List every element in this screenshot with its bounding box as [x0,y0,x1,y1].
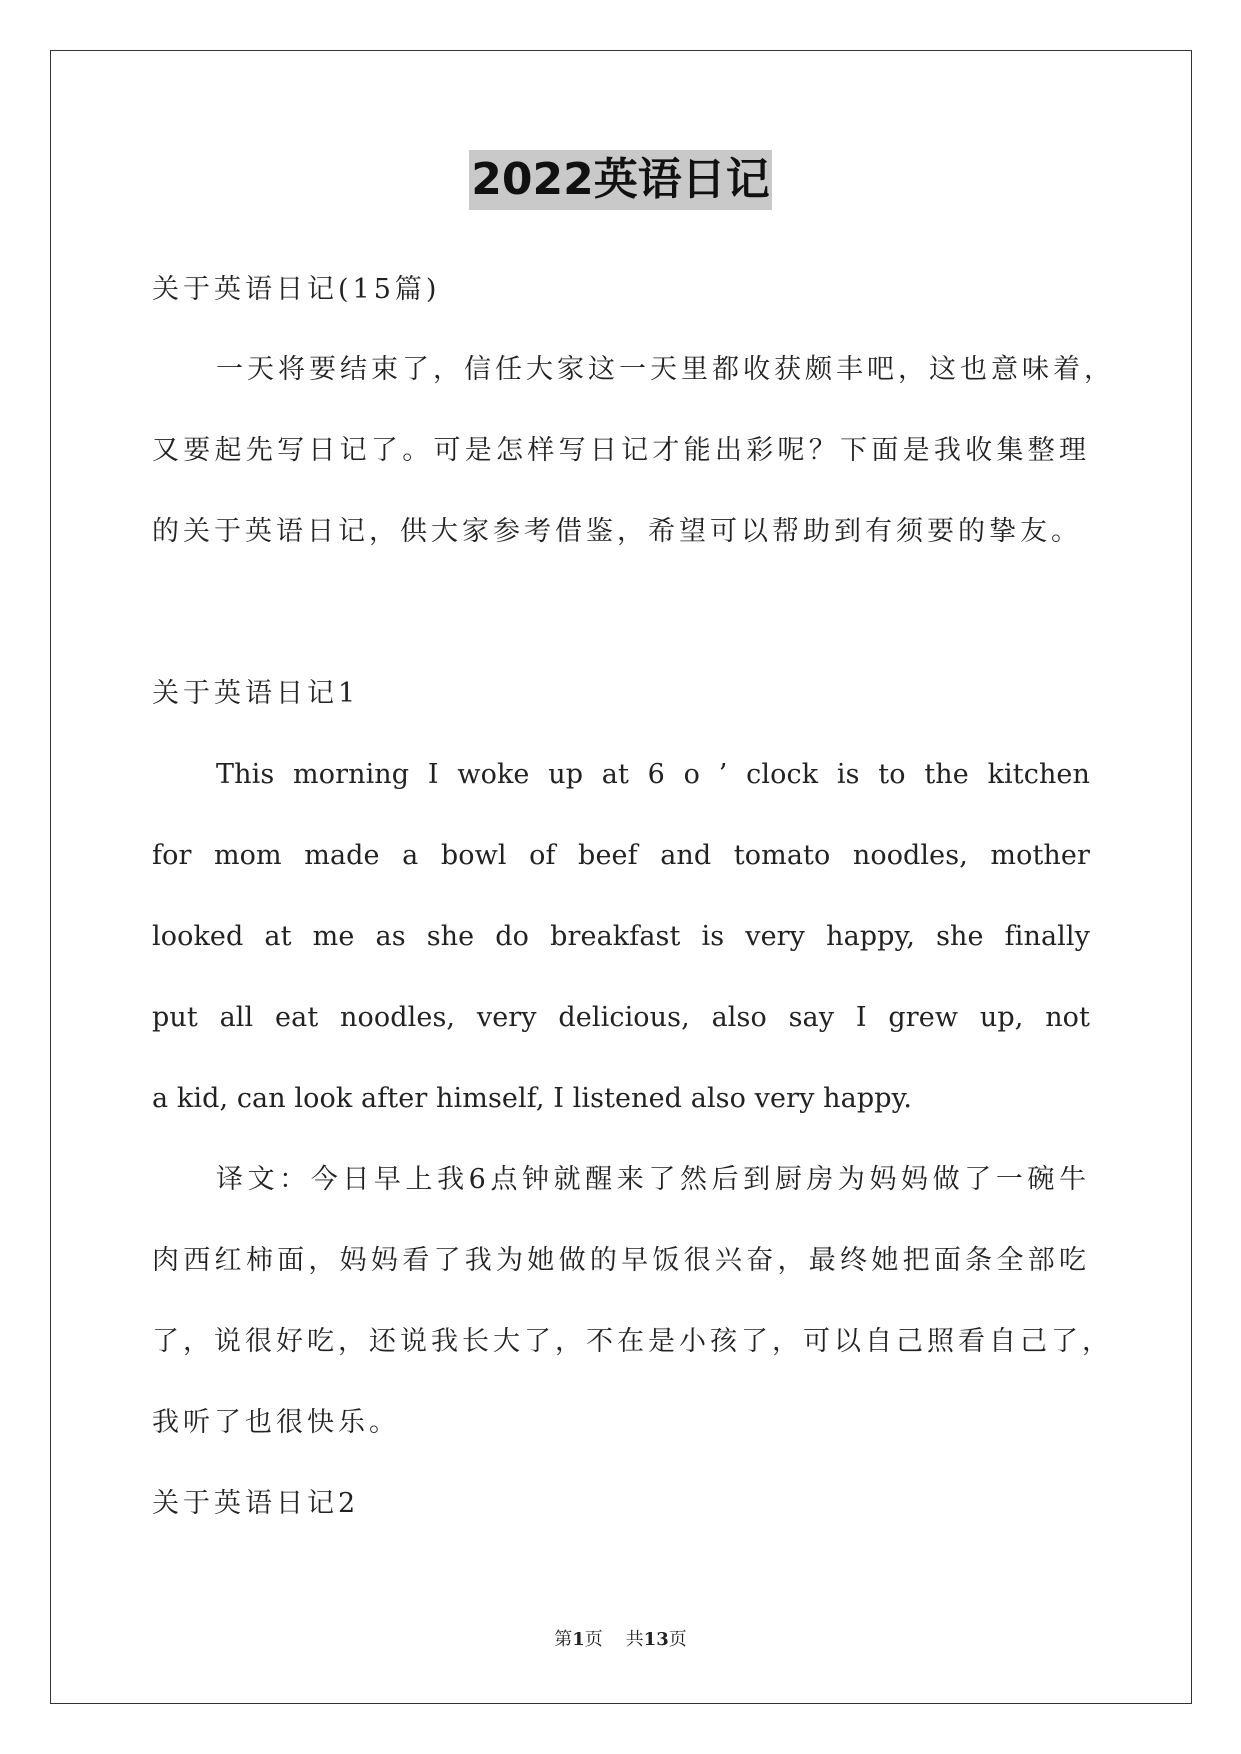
footer-prefix: 第 [554,1629,573,1650]
page-footer [0,1625,1241,1651]
english-line-1: This morning I woke up at 6 o ’ clock is to the kitchen [216,759,1090,790]
subtitle: 关于英语日记(15篇) [152,274,441,305]
footer-total-suffix: 页 [668,1629,687,1650]
english-line-4: put all eat noodles, very delicious, also say I grew up, not [152,1002,1090,1033]
english-line-2: for mom made a bowl of beef and tomato noodles, mother [152,840,1090,871]
footer-total-prefix: 共 [625,1629,644,1650]
english-line-3: looked at me as she do breakfast is very happy, she finally [152,921,1090,952]
title-container [0,150,1241,210]
intro-line-2: 又要起先写日记了。可是怎样写日记才能出彩呢？下面是我收集整理 [152,435,1090,466]
document-title: 2022英语日记 [469,150,771,210]
translation-line-4: 我听了也很快乐。 [152,1407,400,1438]
translation-line-1: 译文：今日早上我6点钟就醒来了然后到厨房为妈妈做了一碗牛 [216,1164,1090,1195]
translation-line-2: 肉西红柿面，妈妈看了我为她做的早饭很兴奋，最终她把面条全部吃 [152,1245,1090,1276]
english-line-5: a kid, can look after himself, I listened also very happy. [152,1083,913,1114]
footer-page-number: 1 [572,1629,585,1650]
translation-line-3: 了，说很好吃，还说我长大了，不在是小孩了，可以自己照看自己了， [152,1326,1113,1357]
footer-total-pages: 13 [643,1629,669,1650]
section-heading-1: 关于英语日记1 [152,678,360,709]
footer-page-suffix: 页 [584,1629,603,1650]
section-heading-2: 关于英语日记2 [152,1488,360,1519]
intro-line-3: 的关于英语日记，供大家参考借鉴，希望可以帮助到有须要的挚友。 [152,516,1082,547]
intro-line-1: 一天将要结束了，信任大家这一天里都收获颇丰吧，这也意味着， [216,354,1115,385]
